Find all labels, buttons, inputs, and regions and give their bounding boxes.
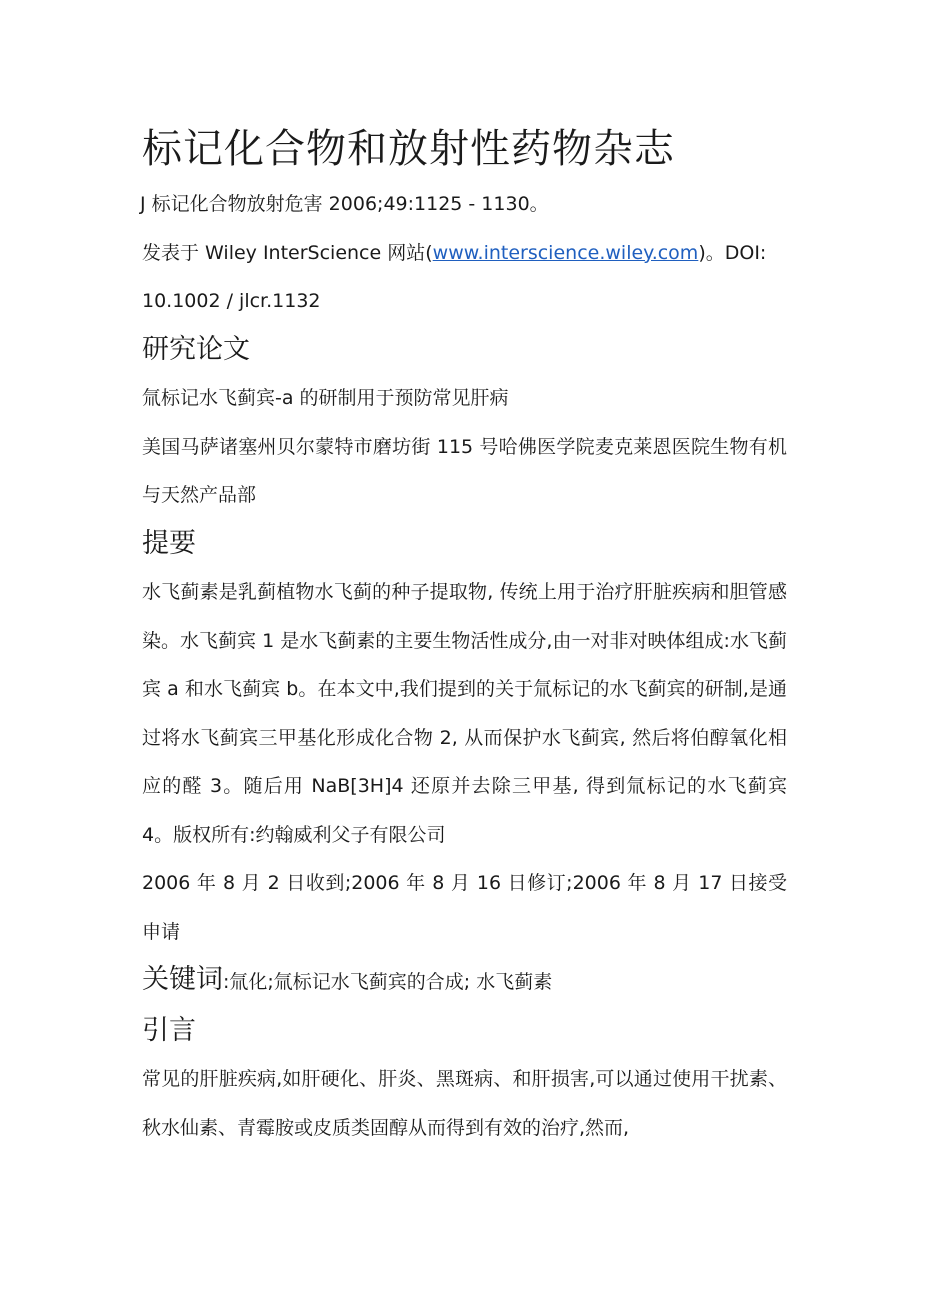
paper-title: 氚标记水飞蓟宾-a 的研制用于预防常见肝病: [142, 387, 509, 409]
published-prefix: 发表于 Wiley InterScience 网站(: [142, 241, 433, 264]
intro-body: 常见的肝脏疾病,如肝硬化、肝炎、黑斑病、和肝损害,可以通过使用干扰素、秋水仙素、青霉胺或皮质类固醇从而得到有效的治疗,然而,: [142, 1068, 787, 1139]
keywords-label: 关键词: [142, 964, 223, 995]
document-page: [142, 118, 787, 1152]
received-dates: 2006 年 8 月 2 日收到;2006 年 8 月 16 日修订;2006 年 8 月 17 日接受申请: [142, 872, 787, 943]
affiliation: 美国马萨诸塞州贝尔蒙特市磨坊街 115 号哈佛医学院麦克莱恩医院生物有机与天然产品部: [142, 435, 787, 506]
intro-heading: 引言: [142, 1014, 196, 1046]
research-heading: 研究论文: [142, 333, 250, 365]
published-suffix: )。DOI:: [698, 241, 767, 264]
abstract-heading: 提要: [142, 527, 196, 559]
keywords-text: :氚化;氚标记水飞蓟宾的合成; 水飞蓟素: [223, 971, 553, 993]
website-link[interactable]: www.interscience.wiley.com: [432, 241, 699, 264]
publication-info: [142, 229, 787, 326]
abstract-body: 水飞蓟素是乳蓟植物水飞蓟的种子提取物, 传统上用于治疗肝脏疾病和胆管感染。水飞蓟宾 1 是水飞蓟素的主要生物活性成分,由一对非对映体组成:水飞蓟宾 a 和水飞蓟宾 b。在本文中,我们提到的关于氚标记的水飞蓟宾的研制,是通过将水飞蓟宾三甲基化形成化合物 2, 从而保护水飞蓟宾, 然后将伯醇氧化相应的醛 3。随后用 NaB[3H]4 还原并去除三甲基, 得到氚标记的水飞蓟宾 4。版权所有:约翰威利父子有限公司: [142, 581, 787, 846]
journal-citation: J 标记化合物放射危害 2006;49:1125 - 1130。: [140, 193, 549, 215]
keywords: [142, 956, 787, 1007]
journal-title: 标记化合物和放射性药物杂志: [142, 126, 675, 172]
doi-text: 10.1002 / jlcr.1132: [142, 290, 321, 312]
